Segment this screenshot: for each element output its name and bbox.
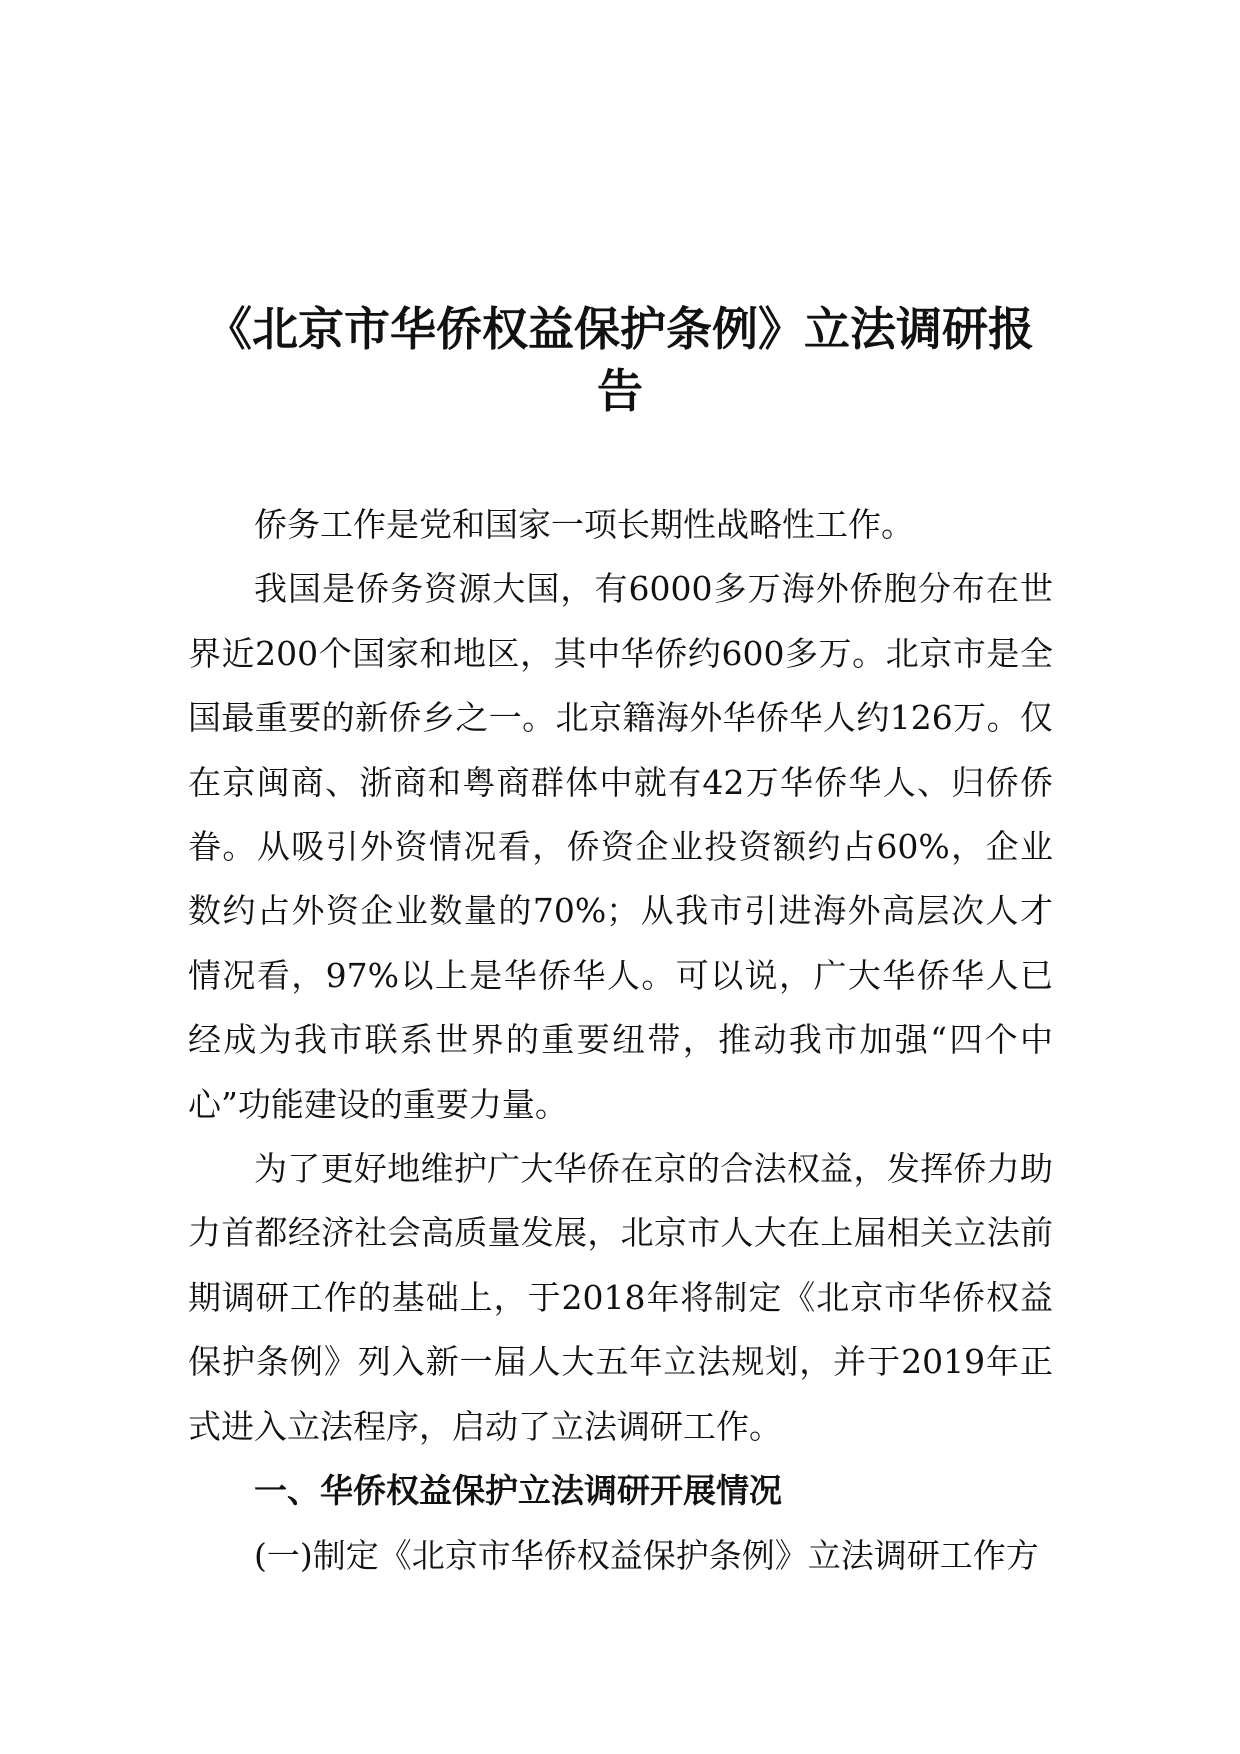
- paragraph-legislation-background: 为了更好地维护广大华侨在京的合法权益，发挥侨力助力首都经济社会高质量发展，北京市人大在上届相关立法前期调研工作的基础上，于2018年将制定《北京市华侨权益保护条例》列入新一届人大五年立法规划，并于2019年正式进入立法程序，启动了立法调研工作。: [188, 1149, 1053, 1446]
- subsection-heading: (一)制定《北京市华侨权益保护条例》立法调研工作方: [254, 1535, 1039, 1575]
- document-body: [188, 493, 1053, 1588]
- section-heading: 一、华侨权益保护立法调研开展情况: [254, 1471, 782, 1511]
- document-title: 《北京市华侨权益保护条例》立法调研报告: [206, 302, 1034, 418]
- paragraph-intro: 侨务工作是党和国家一项长期性战略性工作。: [254, 505, 914, 544]
- paragraph-overseas-chinese-resources: 我国是侨务资源大国，有6000多万海外侨胞分布在世界近200个国家和地区，其中华侨约600多万。北京市是全国最重要的新侨乡之一。北京籍海外华侨华人约126万。仅在京闽商、浙商和粤商群体中就有42万华侨华人、归侨侨眷。从吸引外资情况看，侨资企业投资额约占60%，企业数约占外资企业数量的70%；从我市引进海外高层次人才情况看，97%以上是华侨华人。可以说，广大华侨华人已经成为我市联系世界的重要纽带，推动我市加强“四个中心”功能建设的重要力量。: [188, 569, 1053, 1124]
